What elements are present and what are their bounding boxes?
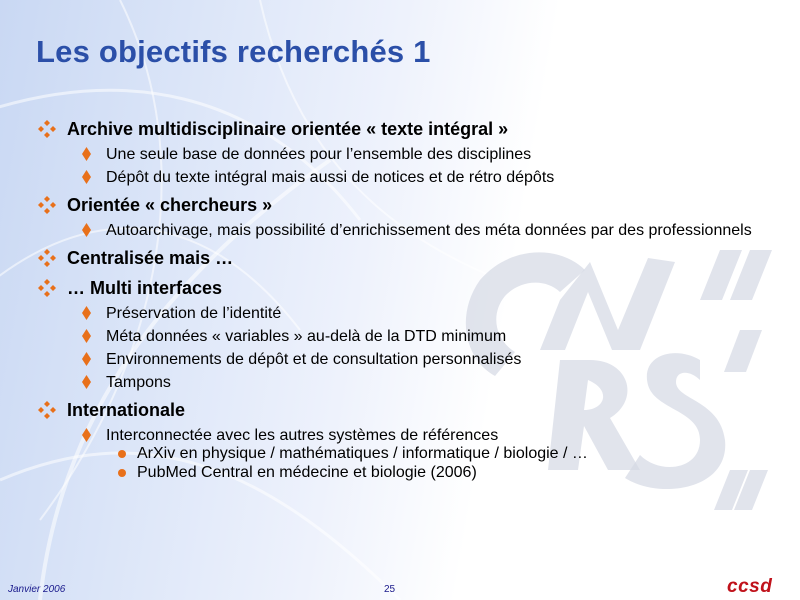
sub-sub-bullet-item [38, 445, 758, 463]
bullet-text: Centralisée mais … [67, 248, 234, 268]
bullet-text: Orientée « chercheurs » [67, 195, 273, 215]
sub-bullet-text: Une seule base de données pour l’ensemble des disciplines [106, 146, 532, 163]
sub-bullet-text: Dépôt du texte intégral mais aussi de notices et de rétro dépôts [106, 169, 555, 186]
bullet-item [38, 194, 758, 216]
dot-bullet-icon [118, 469, 126, 477]
diamond-bullet-icon [82, 306, 91, 320]
slide-title: Les objectifs recherchés 1 [36, 34, 431, 69]
sub-bullet-item [38, 351, 758, 368]
sub-bullet-item [38, 374, 758, 391]
diamond-bullet-icon [82, 329, 91, 343]
page-number: 25 [384, 584, 396, 595]
four-diamond-bullet-icon [38, 249, 56, 267]
sub-sub-bullet-text: PubMed Central en médecine et biologie (2006) [137, 464, 477, 481]
sub-bullet-text: Tampons [106, 374, 171, 391]
sub-bullet-item [38, 328, 758, 345]
diamond-bullet-icon [82, 428, 91, 442]
sub-bullet-item [38, 146, 758, 163]
diamond-bullet-icon [82, 223, 91, 237]
sub-bullet-item [38, 427, 758, 444]
sub-sub-bullet-text: ArXiv en physique / mathématiques / informatique / biologie / … [137, 445, 588, 462]
four-diamond-bullet-icon [38, 401, 56, 419]
sub-bullet-item [38, 305, 758, 322]
footer-date: Janvier 2006 [8, 584, 66, 595]
bullet-text: … Multi interfaces [67, 278, 223, 298]
bullet-item [38, 247, 758, 269]
bullet-item [38, 118, 758, 140]
sub-bullet-text: Méta données « variables » au-delà de la DTD minimum [106, 328, 507, 345]
sub-bullet-text: Autoarchivage, mais possibilité d’enrichissement des méta données par des professionnels [106, 222, 752, 239]
bullet-text: Internationale [67, 400, 186, 420]
bullet-list [38, 118, 758, 482]
sub-bullet-text: Interconnectée avec les autres systèmes de références [106, 427, 499, 444]
bullet-text: Archive multidisciplinaire orientée « texte intégral » [67, 119, 509, 139]
dot-bullet-icon [118, 450, 126, 458]
sub-bullet-item [38, 169, 758, 186]
sub-sub-bullet-item [38, 464, 758, 482]
sub-bullet-item [38, 222, 758, 239]
sub-bullet-text: Environnements de dépôt et de consultation personnalisés [106, 351, 522, 368]
diamond-bullet-icon [82, 170, 91, 184]
sub-bullet-text: Préservation de l’identité [106, 305, 282, 322]
diamond-bullet-icon [82, 147, 91, 161]
diamond-bullet-icon [82, 375, 91, 389]
four-diamond-bullet-icon [38, 196, 56, 214]
four-diamond-bullet-icon [38, 279, 56, 297]
bullet-item [38, 399, 758, 421]
bullet-item [38, 277, 758, 299]
four-diamond-bullet-icon [38, 120, 56, 138]
diamond-bullet-icon [82, 352, 91, 366]
ccsd-logo: ccsd [727, 576, 773, 597]
